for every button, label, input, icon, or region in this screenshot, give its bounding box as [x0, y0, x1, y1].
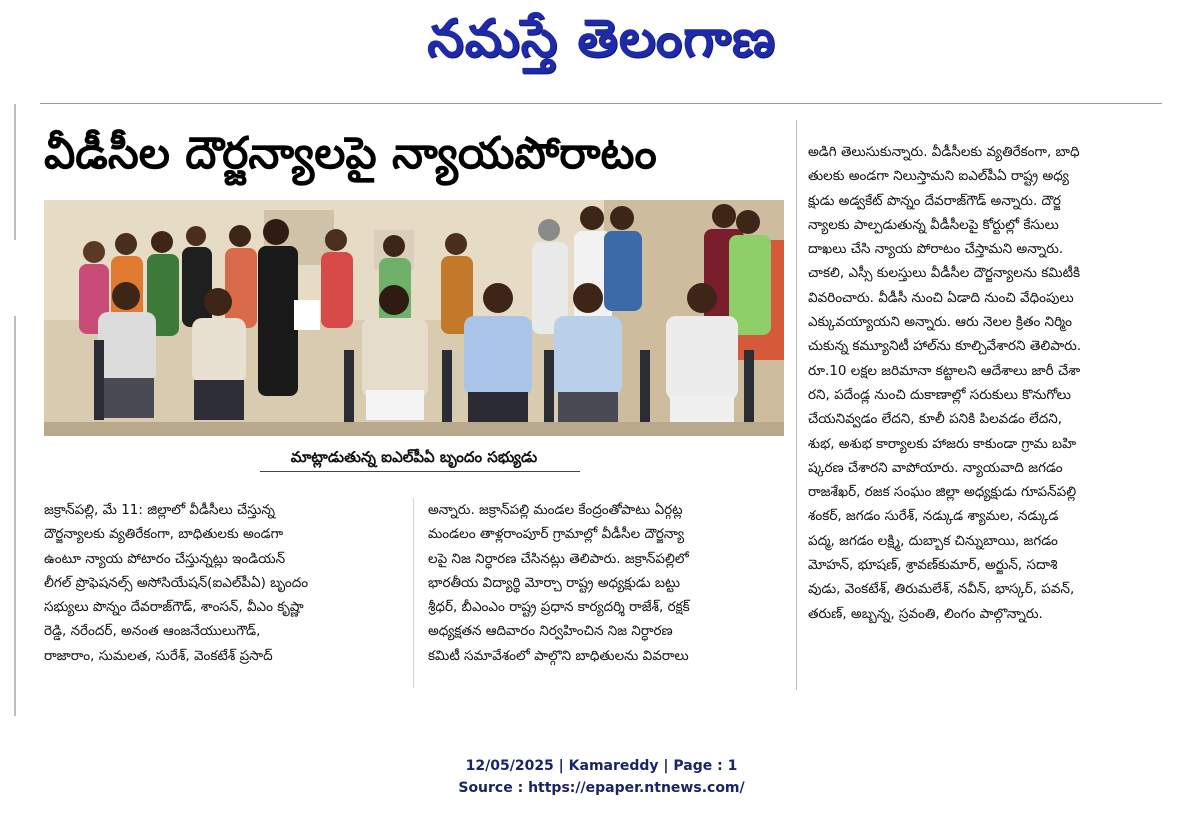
text-line: ఉంటూ న్యాయ పోటారం చేస్తున్నట్లు ఇండియన్ [44, 550, 286, 567]
footer-source: Source : https://epaper.ntnews.com/ [458, 780, 745, 796]
article-photo [44, 200, 784, 436]
text-line: మండలం తాళ్లరాంపూర్ గ్రామాల్లో వీడీసీల దౌర్జన్యా [428, 526, 685, 543]
text-line: మోహన్, భూషణ్, శ్రావణ్‌కుమార్, అర్జున్, సదాశి [808, 557, 1058, 574]
text-line: క్షుడు అడ్వకేట్ పొన్నం దేవరాజ్‌గౌడ్ అన్నారు. దౌర్జ [808, 192, 1061, 209]
column-divider [796, 120, 797, 690]
text-line: లపై నిజ నిర్ధారణ చేసినట్లు తెలిపారు. జక్రాన్‌పల్లిలో [428, 550, 689, 567]
page-edge-line [14, 104, 16, 240]
text-line: చేయనివ్వడం లేదని, కూలీ పనికి పిలవడం లేదని, [808, 411, 1063, 428]
text-line: రని, పదేండ్ల నుంచి దుకాణాల్లో సరుకులు కొనుగోలు [808, 386, 1071, 403]
text-line: వివరించారు. వీడీసీ నుంచి ఏడాది నుంచి వేధింపులు [808, 289, 1074, 306]
text-line: శ్రీధర్, బీఎంఎం రాష్ట్ర ప్రధాన కార్యదర్శి రాజేశ్, రక్షక్ [428, 599, 690, 616]
text-line: ఎక్కువయ్యాయని అన్నారు. ఆరు నెలల క్రితం నిర్మిం [808, 314, 1072, 331]
text-line: దౌర్జన్యాలకు వ్యతిరేకంగా, బాధితులకు అండగా [44, 526, 284, 543]
text-line: రూ.10 లక్షల జరిమానా కట్టాలని ఆదేశాలు జారీ చేశా [808, 362, 1081, 379]
text-line: శుభ, అశుభ కార్యాలకు హాజరు కాకుండా గ్రామ బహి [808, 435, 1077, 452]
text-line: కమిటీ సమావేశంలో పాల్గొని బాధితులను వివరాలు [428, 647, 689, 664]
text-line: రాజారాం, సుమలత, సురేశ్, వెంకటేశ్ ప్రసాద్ [44, 647, 273, 664]
photo-caption: మాట్లాడుతున్న ఐఎల్‌పీఏ బృందం సభ్యుడు [290, 448, 538, 466]
page-edge-line [14, 316, 16, 716]
text-line: లీగల్ ప్రొఫెషనల్స్ అసోసియేషన్(ఐఎల్‌పీఏ) బృందం [44, 574, 309, 591]
text-line: అన్నారు. జక్రాన్‌పల్లి మండల కేంద్రంతోపాటు ఏర్గట్ల [428, 502, 683, 518]
text-line: అధ్యక్షతన ఆదివారం నిర్వహించిన నిజ నిర్ధారణ [428, 623, 673, 640]
text-line: చాకలి, ఎస్సీ కులస్తులు వీడీసీల దౌర్జన్యాలను కమిటీకి [808, 265, 1081, 282]
text-line: వుడు, వెంకటేశ్, తిరుమలేశ్, నవీన్, భాస్కర్, పవన్, [808, 581, 1075, 598]
text-line: తరుణ్, అబ్బన్న, స్రవంతి, లింగం పాల్గొన్నారు. [808, 605, 1043, 622]
text-line: తులకు అండగా నిలుస్తామని ఐఎల్‌పీఏ రాష్ట్ర అధ్య [808, 168, 1069, 185]
text-line: న్యాలకు పాల్పడుతున్న వీడీసీలపై కోర్టుల్లో కేసులు [808, 216, 1059, 233]
text-line: జక్రాన్‌పల్లి, మే 11: జిల్లాలో వీడీసీలు చేస్తున్న [44, 502, 275, 518]
article-column-2 [428, 498, 786, 668]
footer-date-edition: 12/05/2025 | Kamareddy | Page : 1 [465, 758, 738, 774]
text-line: అడిగి తెలుసుకున్నారు. వీడీసీలకు వ్యతిరేకంగా, బాధి [808, 144, 1080, 160]
text-line: భారతీయ విద్యార్థి మోర్చా రాష్ట్ర అధ్యక్షుడు బట్టు [428, 574, 681, 591]
article-column-1 [44, 498, 402, 668]
column-divider [413, 498, 414, 688]
article-headline: వీడీసీల దౌర్జన్యాలపై న్యాయపోరాటం [44, 128, 657, 179]
text-line: రాజశేఖర్, రజక సంఘం జిల్లా అధ్యక్షుడు గూపన్‌పల్లి [808, 484, 1077, 501]
text-line: దాఖలు చేసి న్యాయ పోరాటం చేస్తామని అన్నారు. [808, 241, 1064, 258]
text-line: ష్కరణ చేశారని వాపోయారు. న్యాయవాది జగడం [808, 459, 1063, 476]
text-line: చుకున్న కమ్యూనిటీ హాల్‌ను కూల్చివేశారని తెలిపారు. [808, 338, 1082, 355]
caption-underline [260, 471, 580, 472]
text-line: రెడ్డి, నరేందర్, అనంత ఆంజనేయులుగౌడ్, [44, 623, 261, 640]
text-line: పద్మ, జగడం లక్ష్మి, దుబ్బాక చిన్నుబాయి, జగడం [808, 532, 1058, 549]
header-divider [40, 103, 1162, 104]
article-column-3 [808, 140, 1164, 626]
masthead-title: నమస్తే తెలంగాణ [427, 9, 776, 69]
text-line: సభ్యులు పొన్నం దేవరాజ్‌గౌడ్, శాంసన్, వీఎం కృష్ణా [44, 599, 304, 616]
text-line: శంకర్, జగడం సురేశ్, నడ్కుడ శ్యామల, నడ్కుడ [808, 508, 1059, 525]
newspaper-masthead [0, 4, 1203, 74]
